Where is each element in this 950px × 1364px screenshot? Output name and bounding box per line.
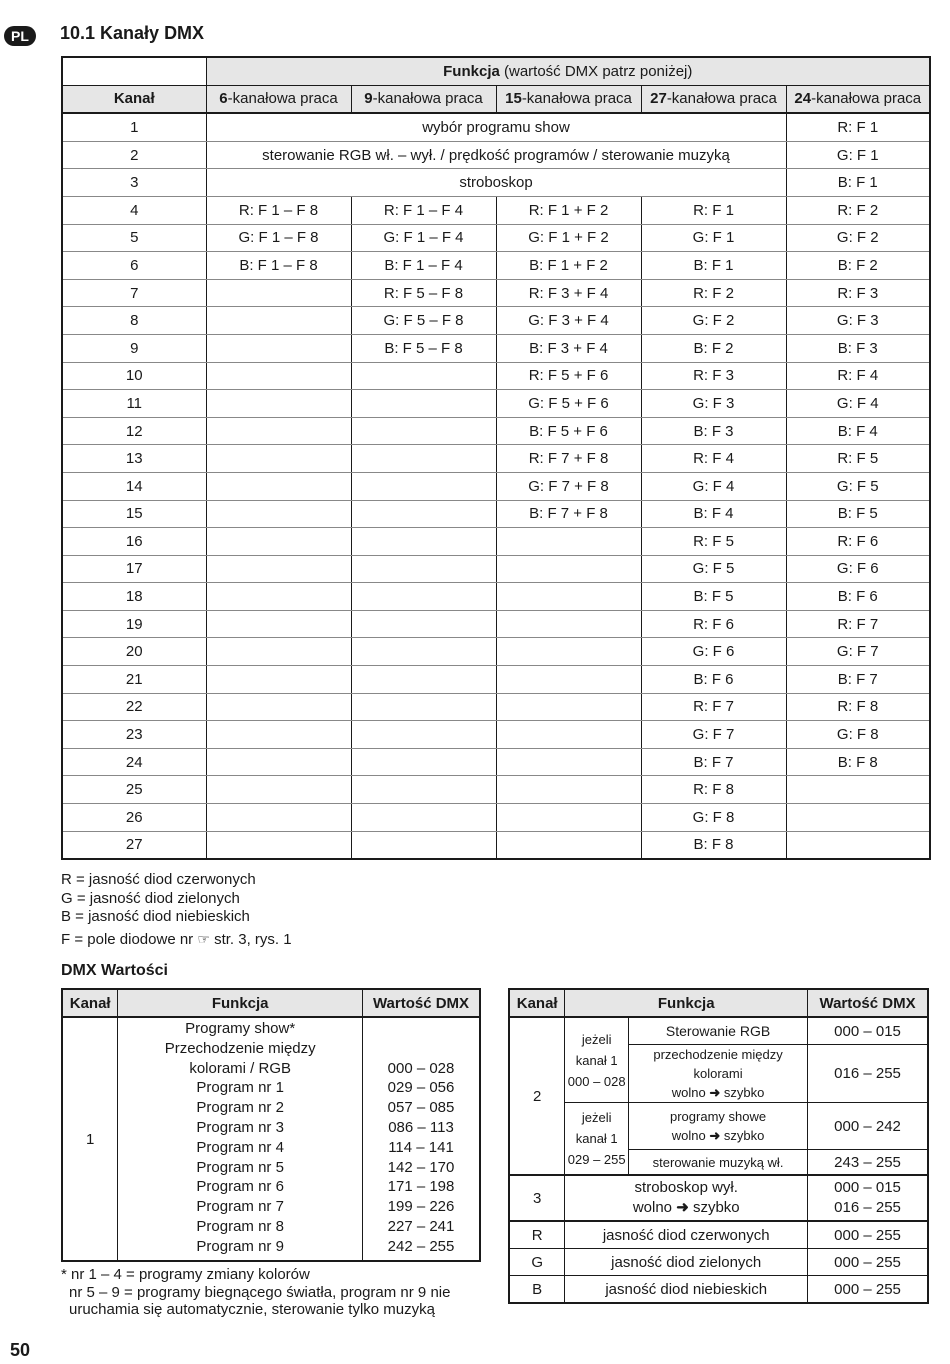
function-cell: G: F 1 + F 2 [496, 224, 641, 252]
table-row [62, 113, 930, 141]
channel-number: 2 [62, 141, 206, 169]
function-cell: B: F 3 [641, 417, 786, 445]
function-cell: R: F 7 + F 8 [496, 445, 641, 473]
function-cell: G: F 5 [786, 472, 930, 500]
table-row [62, 528, 930, 556]
func-programs: programy showe wolno ➜ szybko [629, 1103, 808, 1150]
function-cell: G: F 7 + F 8 [496, 472, 641, 500]
function-cell: B: F 6 [786, 583, 930, 611]
function-cell: B: F 5 [786, 500, 930, 528]
function-cell [206, 748, 351, 776]
function-cell: R: F 2 [641, 279, 786, 307]
table-row [62, 610, 930, 638]
function-cell [206, 721, 351, 749]
function-cell: R: F 4 [641, 445, 786, 473]
channel-number: 9 [62, 334, 206, 362]
function-cell [351, 555, 496, 583]
section-title: 10.1 Kanały DMX [60, 23, 205, 43]
function-cell: B: F 7 + F 8 [496, 500, 641, 528]
channel-number: 26 [62, 804, 206, 832]
value-cell: 000 – 255 [808, 1276, 928, 1304]
function-cell: R: F 3 + F 4 [496, 279, 641, 307]
function-cell [351, 417, 496, 445]
function-cell [206, 417, 351, 445]
table-row [62, 500, 930, 528]
channel-number: 3 [62, 169, 206, 197]
mode-header: 6-kanałowa praca [206, 85, 351, 113]
function-cell [351, 638, 496, 666]
function-cell [496, 555, 641, 583]
channel-number: 13 [62, 445, 206, 473]
mode-header: 9-kanałowa praca [351, 85, 496, 113]
function-cell: R: F 6 [786, 528, 930, 556]
function-line: Program nr 3 [196, 1118, 284, 1136]
function-cell [496, 776, 641, 804]
function-cell: B: F 1 [786, 169, 930, 197]
function-cell: jasność diod niebieskich [565, 1276, 808, 1304]
function-cell: wybór programu show [206, 113, 786, 141]
function-cell: R: F 4 [786, 362, 930, 390]
right-arrow-icon: ➜ [709, 1128, 721, 1143]
function-cell: G: F 1 – F 8 [206, 224, 351, 252]
header-funkcja: Funkcja [565, 989, 808, 1017]
function-cell: G: F 4 [786, 390, 930, 418]
function-cell: R: F 6 [641, 610, 786, 638]
function-cell: R: F 8 [641, 776, 786, 804]
function-cell [206, 445, 351, 473]
function-cell [496, 804, 641, 832]
right-arrow-icon: ➜ [709, 1085, 721, 1100]
val-transition: 016 – 255 [808, 1045, 928, 1103]
corner-cell [62, 57, 206, 85]
function-cell: R: F 1 + F 2 [496, 196, 641, 224]
legend-g: G = jasność diod zielonych [61, 889, 240, 907]
function-cell [496, 831, 641, 859]
dmx-values-title: DMX Wartości [61, 962, 168, 979]
function-cell [786, 831, 930, 859]
function-cell [206, 334, 351, 362]
table-row [509, 1276, 928, 1304]
legend [61, 871, 292, 949]
function-cell [206, 279, 351, 307]
channel-number: 20 [62, 638, 206, 666]
header-wartosc: Wartość DMX [808, 989, 928, 1017]
function-cell: G: F 1 – F 4 [351, 224, 496, 252]
table-row [62, 831, 930, 859]
function-cell: G: F 1 [786, 141, 930, 169]
table-row [62, 169, 930, 197]
channel-cell: G [509, 1249, 565, 1276]
channel-3-cell: 3 [509, 1175, 565, 1221]
table-row [509, 1221, 928, 1249]
function-cell: B: F 3 + F 4 [496, 334, 641, 362]
function-cell: R: F 2 [786, 196, 930, 224]
function-cell: G: F 6 [641, 638, 786, 666]
function-cell [206, 693, 351, 721]
right-arrow-icon: ➜ [676, 1199, 689, 1216]
dmx-values-table-left [61, 988, 481, 1262]
table-row [62, 307, 930, 335]
function-cell: stroboskop [206, 169, 786, 197]
function-cell: B: F 1 [641, 252, 786, 280]
function-cell: B: F 3 [786, 334, 930, 362]
function-cell: R: F 1 – F 8 [206, 196, 351, 224]
channel-number: 1 [62, 113, 206, 141]
function-cell [496, 638, 641, 666]
function-cell [206, 528, 351, 556]
header-kanal: Kanał [509, 989, 565, 1017]
value-cell: 000 – 255 [808, 1221, 928, 1249]
dmx-channel-table [61, 56, 931, 860]
table-row [62, 417, 930, 445]
header-wartosc: Wartość DMX [363, 989, 480, 1017]
value-cell: 000 – 255 [808, 1249, 928, 1276]
legend-f: F = pole diodowe nr ☞ str. 3, rys. 1 [61, 930, 292, 948]
page-number: 50 [10, 1340, 31, 1360]
function-cell [786, 804, 930, 832]
function-cell: B: F 1 + F 2 [496, 252, 641, 280]
channel-number: 27 [62, 831, 206, 859]
function-cell: B: F 1 – F 8 [206, 252, 351, 280]
function-line: kolorami / RGB [189, 1059, 292, 1077]
function-cell [206, 362, 351, 390]
channel-cell: R [509, 1221, 565, 1249]
function-cell: B: F 6 [641, 666, 786, 694]
channel-number: 22 [62, 693, 206, 721]
function-cell: G: F 5 – F 8 [351, 307, 496, 335]
value-line: 086 – 113 [388, 1118, 454, 1136]
mode-header: 15-kanałowa praca [496, 85, 641, 113]
function-line: Przechodzenie między [164, 1039, 316, 1057]
func-music: sterowanie muzyką wł. [629, 1150, 808, 1176]
value-line: 057 – 085 [387, 1099, 455, 1117]
table-row [62, 196, 930, 224]
value-line: 029 – 056 [387, 1079, 455, 1097]
function-cell [351, 804, 496, 832]
function-cell [496, 693, 641, 721]
mode-header: 24-kanałowa praca [786, 85, 930, 113]
function-line: Program nr 6 [196, 1178, 284, 1196]
function-cell [206, 776, 351, 804]
function-cell: G: F 7 [786, 638, 930, 666]
function-cell [351, 472, 496, 500]
function-line: Program nr 4 [196, 1138, 284, 1156]
function-cell: G: F 2 [641, 307, 786, 335]
channel-header: Kanał [62, 85, 206, 113]
function-cell [351, 445, 496, 473]
function-cell: G: F 3 [641, 390, 786, 418]
function-cell: G: F 8 [786, 721, 930, 749]
function-cell: R: F 3 [641, 362, 786, 390]
mode-header: 27-kanałowa praca [641, 85, 786, 113]
footnote: * nr 1 – 4 = programy zmiany kolorów nr 5 – 9 = programy biegnącego światła, program nr 9 nie uruchamia się automatycznie, sterowanie tylko muzyką [61, 1266, 451, 1318]
table-row [62, 748, 930, 776]
function-cell [351, 721, 496, 749]
func-transition: przechodzenie między kolorami wolno ➜ szybko [629, 1045, 808, 1103]
table-row [62, 362, 930, 390]
function-cell [351, 776, 496, 804]
function-cell [496, 583, 641, 611]
function-cell [206, 638, 351, 666]
function-cell [351, 362, 496, 390]
value-line: 142 – 170 [387, 1158, 455, 1176]
value-line: 242 – 255 [387, 1237, 455, 1255]
function-cell: R: F 1 [786, 113, 930, 141]
function-cell: B: F 5 + F 6 [496, 417, 641, 445]
function-cell [351, 390, 496, 418]
function-line: Program nr 9 [196, 1237, 284, 1255]
table-row [62, 224, 930, 252]
function-cell [351, 583, 496, 611]
function-header: Funkcja (wartość DMX patrz poniżej) [206, 57, 930, 85]
channel-number: 8 [62, 307, 206, 335]
function-cell [351, 831, 496, 859]
function-cell: R: F 3 [786, 279, 930, 307]
function-cell [206, 804, 351, 832]
channel-number: 12 [62, 417, 206, 445]
table-row [62, 804, 930, 832]
function-cell: G: F 8 [641, 804, 786, 832]
function-line: Programy show* [185, 1020, 296, 1037]
function-cell [206, 390, 351, 418]
function-cell: B: F 8 [641, 831, 786, 859]
channel-number: 17 [62, 555, 206, 583]
function-cell: B: F 4 [786, 417, 930, 445]
channel-number: 18 [62, 583, 206, 611]
legend-b: B = jasność diod niebieskich [61, 908, 250, 925]
channel-number: 6 [62, 252, 206, 280]
legend-r: R = jasność diod czerwonych [61, 871, 256, 888]
channel-number: 19 [62, 610, 206, 638]
function-cell: B: F 2 [786, 252, 930, 280]
function-cell [206, 500, 351, 528]
function-cell [496, 721, 641, 749]
table-row [509, 1249, 928, 1276]
val-rgb: 000 – 015 [808, 1017, 928, 1045]
function-cell [206, 472, 351, 500]
table-row [62, 252, 930, 280]
function-cell: B: F 2 [641, 334, 786, 362]
function-cell: R: F 8 [786, 693, 930, 721]
value-line: 000 – 028 [387, 1059, 455, 1077]
channel-number: 11 [62, 390, 206, 418]
channel-number: 25 [62, 776, 206, 804]
function-cell [496, 528, 641, 556]
table-row [62, 141, 930, 169]
function-cell: B: F 5 – F 8 [351, 334, 496, 362]
table-row [62, 583, 930, 611]
table-row [62, 693, 930, 721]
value-line [363, 1019, 479, 1039]
value-list [363, 1017, 480, 1261]
dmx-values-table-right [508, 988, 929, 1304]
function-cell: G: F 6 [786, 555, 930, 583]
function-cell: jasność diod zielonych [565, 1249, 808, 1276]
channel-number: 14 [62, 472, 206, 500]
channel-cell: B [509, 1276, 565, 1304]
function-cell: B: F 4 [641, 500, 786, 528]
function-cell: B: F 7 [786, 666, 930, 694]
pointing-hand-icon: ☞ [197, 930, 210, 947]
channel-number: 10 [62, 362, 206, 390]
function-cell: B: F 5 [641, 583, 786, 611]
function-cell [206, 307, 351, 335]
table-row [62, 390, 930, 418]
function-cell [351, 610, 496, 638]
language-badge: PL [4, 26, 36, 46]
function-cell: G: F 1 [641, 224, 786, 252]
function-cell [351, 666, 496, 694]
function-cell: R: F 7 [641, 693, 786, 721]
channel-number: 21 [62, 666, 206, 694]
channel-number: 16 [62, 528, 206, 556]
function-cell: G: F 7 [641, 721, 786, 749]
function-cell [496, 666, 641, 694]
table-row [62, 472, 930, 500]
function-cell: B: F 7 [641, 748, 786, 776]
channel-number: 4 [62, 196, 206, 224]
function-cell: B: F 8 [786, 748, 930, 776]
function-cell: G: F 5 + F 6 [496, 390, 641, 418]
value-line: 199 – 226 [387, 1198, 455, 1216]
function-cell: R: F 5 [641, 528, 786, 556]
function-cell [496, 610, 641, 638]
func-strobe: stroboskop wył. wolno ➜ szybko [565, 1175, 808, 1221]
channel-number: 24 [62, 748, 206, 776]
function-cell [351, 693, 496, 721]
value-line: 171 – 198 [387, 1178, 455, 1196]
table-row [62, 445, 930, 473]
value-line: 114 – 141 [388, 1138, 454, 1156]
val-programs: 000 – 242 [808, 1103, 928, 1150]
function-cell: G: F 4 [641, 472, 786, 500]
channel-cell: 1 [62, 1017, 118, 1261]
value-line: 227 – 241 [387, 1217, 455, 1235]
channel-2-cell: 2 [509, 1017, 565, 1175]
header-kanal: Kanał [62, 989, 118, 1017]
table-row [62, 776, 930, 804]
function-line: Program nr 7 [196, 1198, 284, 1216]
function-cell: G: F 5 [641, 555, 786, 583]
table-row [62, 279, 930, 307]
function-cell [206, 610, 351, 638]
function-cell [351, 500, 496, 528]
header-funkcja: Funkcja [118, 989, 363, 1017]
function-cell: R: F 1 [641, 196, 786, 224]
function-cell [786, 776, 930, 804]
table-row [62, 721, 930, 749]
function-cell: jasność diod czerwonych [565, 1221, 808, 1249]
function-cell: B: F 1 – F 4 [351, 252, 496, 280]
val-strobe: 000 – 015 016 – 255 [808, 1175, 928, 1221]
function-cell [351, 748, 496, 776]
function-cell: R: F 5 – F 8 [351, 279, 496, 307]
function-cell: R: F 5 [786, 445, 930, 473]
channel-number: 5 [62, 224, 206, 252]
func-rgb: Sterowanie RGB [629, 1017, 808, 1045]
function-cell: R: F 7 [786, 610, 930, 638]
function-cell [206, 666, 351, 694]
function-cell: R: F 1 – F 4 [351, 196, 496, 224]
condition-2: jeżeli kanał 1 029 – 255 [565, 1103, 629, 1176]
channel-number: 15 [62, 500, 206, 528]
function-cell: sterowanie RGB wł. – wył. / prędkość programów / sterowanie muzyką [206, 141, 786, 169]
val-music: 243 – 255 [808, 1150, 928, 1176]
function-cell [351, 528, 496, 556]
function-list [118, 1017, 363, 1261]
table-row [62, 638, 930, 666]
function-line: Program nr 8 [196, 1217, 284, 1235]
channel-number: 7 [62, 279, 206, 307]
channel-number: 23 [62, 721, 206, 749]
table-row [62, 555, 930, 583]
function-line: Program nr 2 [196, 1099, 284, 1117]
function-line: Program nr 1 [196, 1079, 284, 1097]
condition-1: jeżeli kanał 1 000 – 028 [565, 1017, 629, 1103]
function-cell [206, 831, 351, 859]
function-cell: G: F 2 [786, 224, 930, 252]
function-cell: G: F 3 + F 4 [496, 307, 641, 335]
value-line [363, 1039, 479, 1059]
table-row [62, 334, 930, 362]
function-cell: G: F 3 [786, 307, 930, 335]
function-cell: R: F 5 + F 6 [496, 362, 641, 390]
function-cell [206, 555, 351, 583]
table-row [62, 666, 930, 694]
function-cell [206, 583, 351, 611]
function-line: Program nr 5 [196, 1158, 284, 1176]
function-cell [496, 748, 641, 776]
